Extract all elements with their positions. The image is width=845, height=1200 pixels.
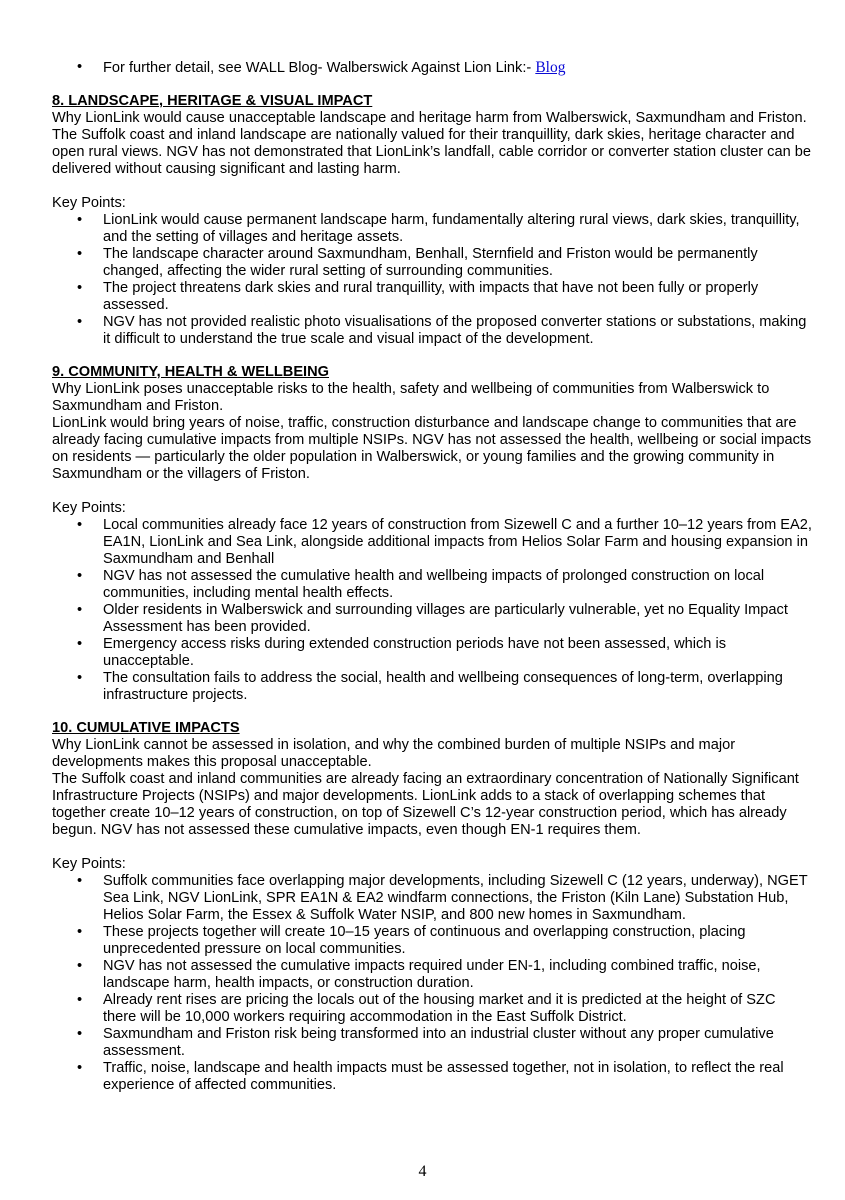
key-points-list (52, 517, 812, 704)
section-heading: 10. CUMULATIVE IMPACTS (52, 720, 240, 736)
section-body: The Suffolk coast and inland landscape are nationally valued for their tranquillity, dark skies, heritage character and open rural views. NGV has not demonstrated that LionLink’s landfall, cable corridor or converter station cluster can be delivered without causing significant and lasting harm. (52, 127, 812, 177)
section-heading: 8. LANDSCAPE, HERITAGE & VISUAL IMPACT (52, 93, 373, 109)
section-intro: Why LionLink would cause unacceptable landscape and heritage harm from Walberswick, Saxmundham and Friston. (52, 110, 807, 126)
section-landscape-heritage (52, 93, 812, 348)
key-points-list (52, 212, 812, 348)
intro-bullet-list (52, 59, 812, 77)
list-item: • LionLink would cause permanent landscape harm, fundamentally altering rural views, dark skies, tranquillity, and the setting of villages and heritage assets. (52, 212, 812, 246)
section-body: The Suffolk coast and inland communities are already facing an extraordinary concentration of Nationally Significant Infrastructure Projects (NSIPs) and major developments. LionLink adds to a stack of overlapping schemes that together create 10–12 years of construction, on top of Sizewell C’s 12-year construction period, which has already begun. NGV has not assessed these cumulative impacts, even though EN-1 requires them. (52, 771, 799, 838)
list-item: • NGV has not provided realistic photo visualisations of the proposed converter stations or substations, making it difficult to understand the true scale and visual impact of the development. (52, 314, 812, 348)
list-item: • The project threatens dark skies and rural tranquillity, with impacts that have not been fully or properly assessed. (52, 280, 812, 314)
list-item: • Older residents in Walberswick and surrounding villages are particularly vulnerable, yet no Equality Impact Assessment has been provided. (52, 602, 812, 636)
section-intro: Why LionLink poses unacceptable risks to the health, safety and wellbeing of communities from Walberswick to Saxmundham and Friston. (52, 381, 770, 414)
key-points-label: Key Points: (52, 856, 126, 872)
list-item: • Traffic, noise, landscape and health impacts must be assessed together, not in isolation, to reflect the real experience of affected communities. (52, 1060, 812, 1094)
section-intro: Why LionLink cannot be assessed in isolation, and why the combined burden of multiple NSIPs and major developments makes this proposal unacceptable. (52, 737, 736, 770)
section-community-health (52, 364, 812, 704)
key-points-list (52, 873, 812, 1094)
intro-bullet-text: For further detail, see WALL Blog- Walberswick Against Lion Link:- (103, 60, 536, 76)
key-points-label: Key Points: (52, 195, 126, 211)
list-item: • These projects together will create 10–15 years of continuous and overlapping construction, placing unprecedented pressure on local communities. (52, 924, 812, 958)
list-item (52, 59, 812, 77)
list-item: • Emergency access risks during extended construction periods have not been assessed, which is unacceptable. (52, 636, 812, 670)
list-item: • Local communities already face 12 years of construction from Sizewell C and a further 10–12 years from EA2, EA1N, LionLink and Sea Link, alongside additional impacts from Helios Solar Farm and housing expansion in Saxmundham and Benhall (52, 517, 812, 568)
section-heading: 9. COMMUNITY, HEALTH & WELLBEING (52, 364, 330, 380)
list-item: • Saxmundham and Friston risk being transformed into an industrial cluster without any proper cumulative assessment. (52, 1026, 812, 1060)
blog-link[interactable]: Blog (535, 59, 566, 76)
page-number: 4 (418, 1163, 427, 1180)
list-item: • The consultation fails to address the social, health and wellbeing consequences of long-term, overlapping infrastructure projects. (52, 670, 812, 704)
section-cumulative-impacts (52, 720, 812, 1094)
document-page (52, 59, 812, 1110)
key-points-label: Key Points: (52, 500, 126, 516)
section-body: LionLink would bring years of noise, traffic, construction disturbance and landscape change to communities that are already facing cumulative impacts from multiple NSIPs. NGV has not assessed the health, wellbeing or social impacts on residents — particularly the older population in Walberswick, or young families and the growing community in Saxmundham or the villagers of Friston. (52, 415, 812, 482)
list-item: • The landscape character around Saxmundham, Benhall, Sternfield and Friston would be permanently changed, affecting the wider rural setting of surrounding communities. (52, 246, 812, 280)
list-item: • NGV has not assessed the cumulative health and wellbeing impacts of prolonged construction on local communities, including mental health effects. (52, 568, 812, 602)
list-item: • NGV has not assessed the cumulative impacts required under EN-1, including combined traffic, noise, landscape harm, health impacts, or construction duration. (52, 958, 812, 992)
list-item: • Suffolk communities face overlapping major developments, including Sizewell C (12 years, underway), NGET Sea Link, NGV LionLink, SPR EA1N & EA2 windfarm connections, the Friston (Kiln Lane) Substation Hub, Helios Solar Farm, the Essex & Suffolk Water NSIP, and 800 new homes in Saxmundham. (52, 873, 812, 924)
list-item: • Already rent rises are pricing the locals out of the housing market and it is predicted at the height of SZC there will be 10,000 workers requiring accommodation in the East Suffolk District. (52, 992, 812, 1026)
